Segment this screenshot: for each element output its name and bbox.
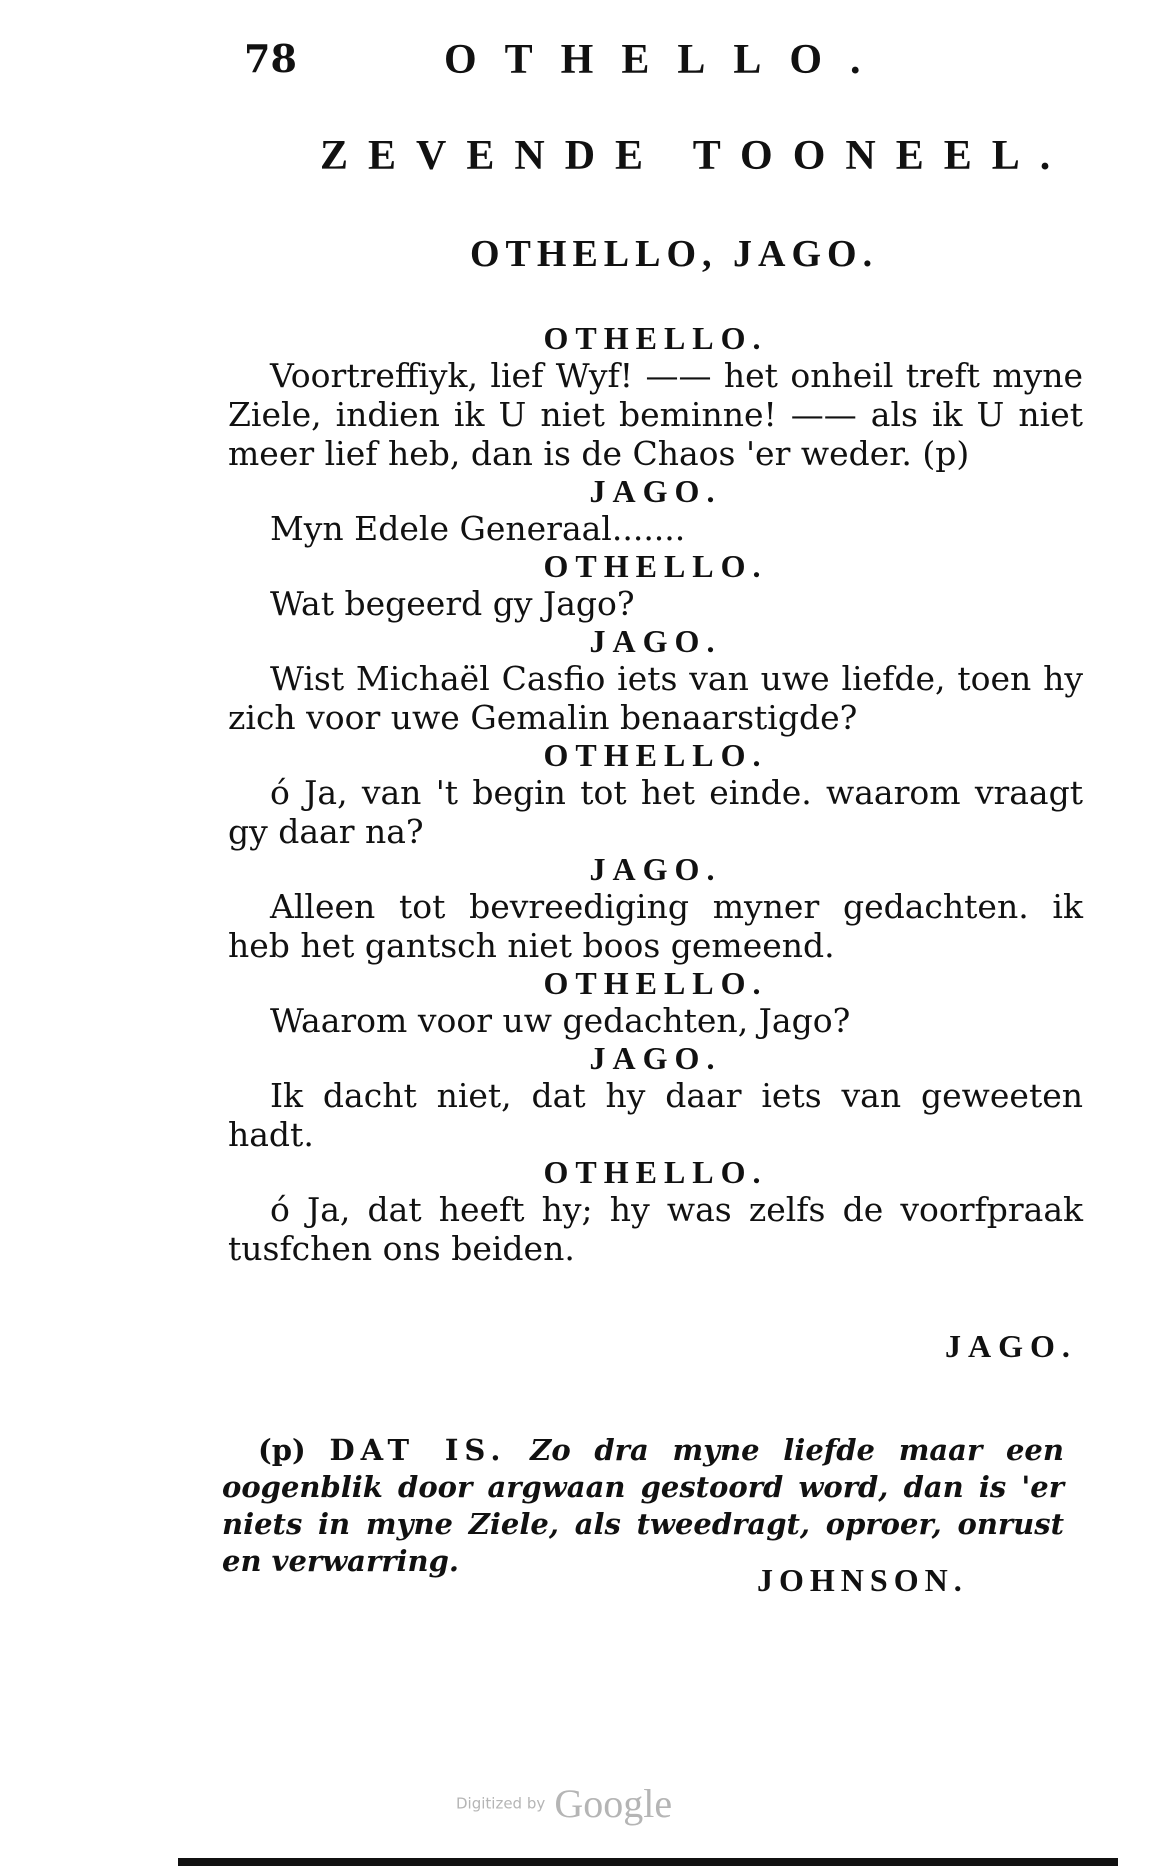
dialogue-entry [228,1040,1083,1154]
speaker-name: OTHELLO. [543,1154,768,1190]
speech-text: Voortreffiyk, lief Wyf! —— het onheil treft myne Ziele, indien ik U niet beminne! —— als ik U niet meer lief heb, dan is de Chaos 'er weder. (p) [228,356,1083,473]
speech-text: Alleen tot bevreediging myner gedachten. ik heb het gantsch niet boos gemeend. [228,887,1083,965]
google-logo: Google [554,1781,673,1826]
dialogue-entry [228,320,1083,473]
speech-text: ó Ja, dat heeft hy; hy was zelfs de voorfpraak tusfchen ons beiden. [228,1190,1083,1268]
dialogue-entry [228,473,1083,548]
page-edge-rule [178,1858,1118,1866]
footnote-source: JOHNSON. [757,1562,968,1598]
dialogue-entry [228,737,1083,851]
page-number: 78 [244,36,297,81]
watermark-prefix: Digitized by [456,1794,546,1813]
speech-text: Wat begeerd gy Jago? [270,584,635,623]
speaker-name: JAGO. [589,473,722,509]
speech-text: ó Ja, van 't begin tot het einde. waarom vraagt gy daar na? [228,773,1083,851]
speech-text: Wist Michaël Casfio iets van uwe liefde, toen hy zich voor uwe Gemalin benaarstigde? [228,659,1083,737]
footnote-text: Zo dra myne liefde maar een oogenblik door argwaan gestoord word, dan is 'er niets in myne Ziele, als tweedragt, oproer, onrust en verwarring. [222,1433,1064,1578]
dialogue-entry [228,965,1083,1040]
speech-text: Myn Edele Generaal....... [270,509,686,548]
cast-list: OTHELLO, JAGO. [470,233,879,275]
speech-text: Waarom voor uw gedachten, Jago? [270,1001,851,1040]
dialogue-entry [228,548,1083,623]
scene-heading: ZEVENDE TOONEEL. [320,133,1071,179]
footnote-lead: DAT IS. [329,1433,507,1467]
dialogue-entry [228,851,1083,965]
running-head [244,36,944,96]
speaker-name: OTHELLO. [543,548,768,584]
footnote [222,1432,1064,1580]
speaker-name: JAGO. [589,1040,722,1076]
speaker-name: JAGO. [589,623,722,659]
trailing-speaker-name: JAGO. [945,1328,1077,1364]
speaker-name: OTHELLO. [543,965,768,1001]
speaker-name: OTHELLO. [543,737,768,773]
dialogue-entry [228,623,1083,737]
dialogue [228,320,1083,1268]
speaker-name: JAGO. [589,851,722,887]
speaker-name: OTHELLO. [543,320,768,356]
footnote-marker: (p) [258,1433,306,1467]
running-title: OTHELLO. [444,37,889,83]
dialogue-entry [228,1154,1083,1268]
speech-text: Ik dacht niet, dat hy daar iets van geweeten hadt. [228,1076,1083,1154]
digitized-watermark [456,1780,672,1827]
